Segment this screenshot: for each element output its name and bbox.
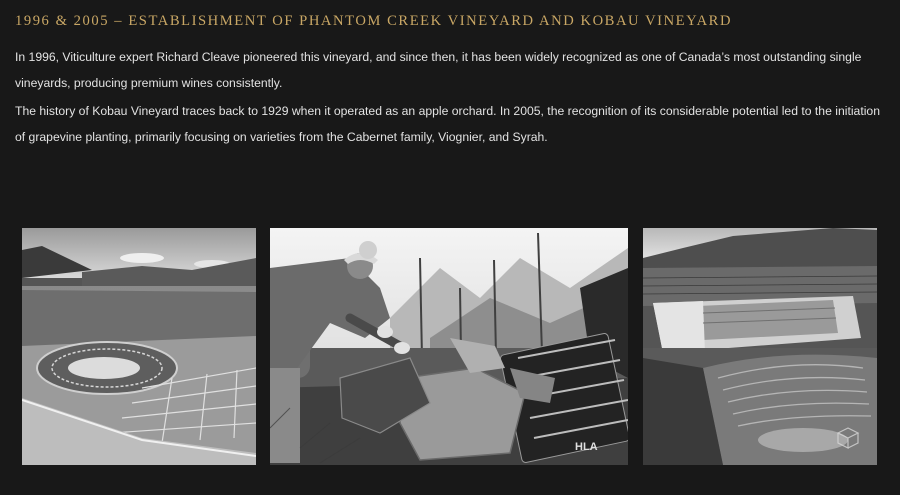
history-paragraph-1996: In 1996, Viticulture expert Richard Cleave pioneered this vineyard, and since then, it has been widely recognized as one of Canada’s most outstanding single vineyards, producing premium wines consistently. [15,50,862,90]
workers-rocks-image [270,228,628,465]
photo-construction-site [22,228,256,465]
history-paragraph-2005: The history of Kobau Vineyard traces back to 1929 when it operated as an apple orchard. In 2005, the recognition of its considerable potential led to the initiation of grapevine planting, primarily focusing on varieties from the Cabernet family, Viognier, and Syrah. [15,104,880,144]
completed-winery-image [643,228,877,465]
construction-site-image [22,228,256,465]
section-heading: 1996 & 2005 – ESTABLISHMENT OF PHANTOM CREEK VINEYARD AND KOBAU VINEYARD [15,13,733,29]
machine-marking: HLA [575,441,598,453]
photo-completed-winery [643,228,877,465]
photo-workers-moving-rocks [270,228,628,465]
